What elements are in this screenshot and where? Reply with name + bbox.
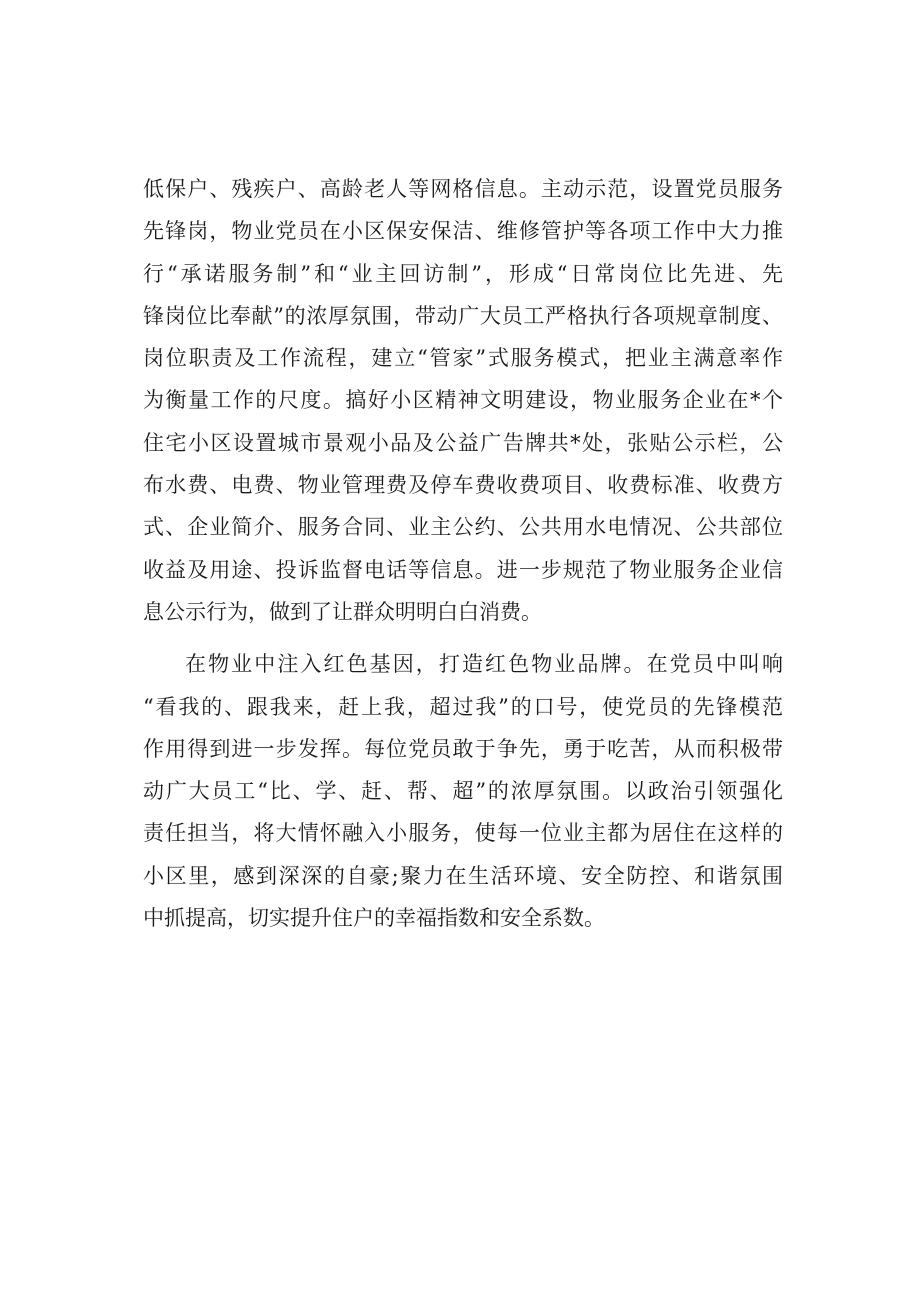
paragraph-2	[143, 643, 783, 939]
text-line: 为衡量工作的尺度。搞好小区精神文明建设，物业服务企业在*个	[143, 388, 783, 413]
paragraph-gap	[143, 633, 783, 643]
text-line: 收益及用途、投诉监督电话等信息。进一步规范了物业服务企业信	[143, 557, 783, 582]
text-line: 小区里，感到深深的自豪;聚力在生活环境、安全防控、和谐氛围	[143, 863, 783, 888]
text-line: 行“承诺服务制”和“业主回访制”，形成“日常岗位比先进、先	[143, 261, 783, 286]
text-line: 动广大员工“比、学、赶、帮、超”的浓厚氛围。以政治引领强化	[143, 779, 783, 804]
text-line: 住宅小区设置城市景观小品及公益广告牌共*处，张贴公示栏，公	[143, 430, 783, 455]
paragraph-1	[143, 168, 783, 633]
text-line: 岗位职责及工作流程，建立“管家”式服务模式，把业主满意率作	[143, 346, 783, 371]
text-line: 式、企业简介、服务合同、业主公约、公共用水电情况、公共部位	[143, 515, 783, 540]
text-line: 作用得到进一步发挥。每位党员敢于争先，勇于吃苦，从而积极带	[143, 736, 783, 761]
text-line: 中抓提高，切实提升住户的幸福指数和安全系数。	[143, 906, 605, 931]
document-body	[143, 168, 783, 939]
text-line: 息公示行为，做到了让群众明明白白消费。	[143, 599, 542, 624]
text-line: 在物业中注入红色基因，打造红色物业品牌。在党员中叫响	[185, 652, 783, 677]
text-line: 锋岗位比奉献”的浓厚氛围，带动广大员工严格执行各项规章制度、	[143, 303, 783, 328]
text-line: 布水费、电费、物业管理费及停车费收费项目、收费标准、收费方	[143, 473, 783, 498]
text-line: “看我的、跟我来，赶上我，超过我”的口号，使党员的先锋模范	[143, 694, 783, 719]
text-line: 先锋岗，物业党员在小区保安保洁、维修管护等各项工作中大力推	[143, 219, 783, 244]
text-line: 责任担当，将大情怀融入小服务，使每一位业主都为居住在这样的	[143, 821, 783, 846]
text-line: 低保户、残疾户、高龄老人等网格信息。主动示范，设置党员服务	[143, 177, 783, 201]
